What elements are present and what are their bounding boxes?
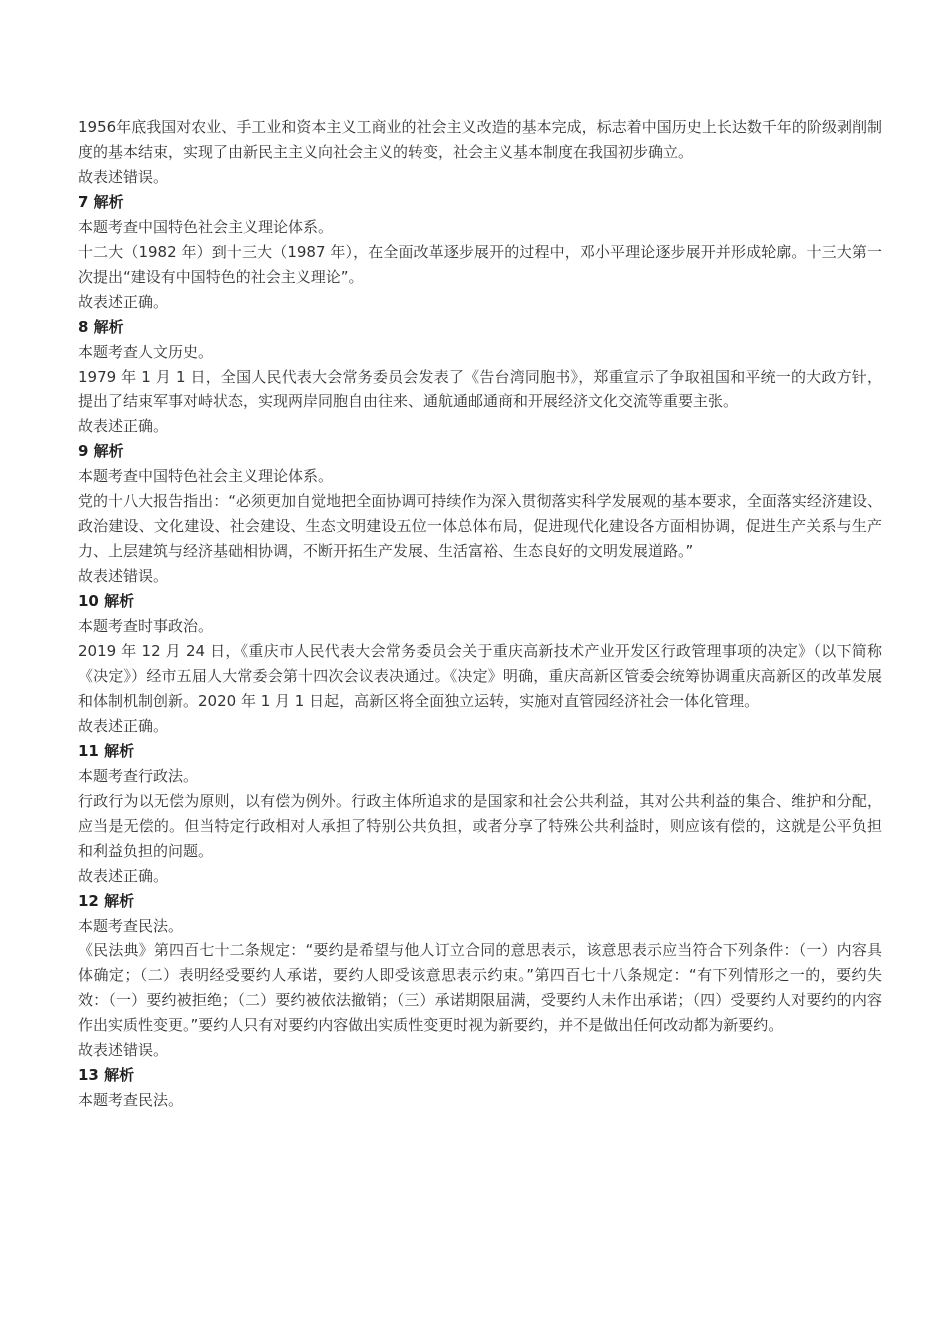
paragraph: 故表述错误。 bbox=[78, 167, 169, 186]
paragraph: 本题考查民法。 bbox=[78, 916, 184, 935]
answer-heading: 11 解析 bbox=[78, 741, 135, 760]
paragraph: 行政行为以无偿为原则，以有偿为例外。行政主体所追求的是国家和社会公共利益，其对公共利益的集合、维护和分配，应当是无偿的。但当特定行政相对人承担了特别公共负担，或者分享了特殊公共利益时，则应该有偿的，这就是公平负担和利益负担的问题。 bbox=[78, 791, 882, 860]
answer-heading: 8 解析 bbox=[78, 317, 124, 336]
paragraph: 故表述正确。 bbox=[78, 292, 169, 311]
paragraph: 故表述正确。 bbox=[78, 417, 169, 436]
paragraph: 十二大（1982 年）到十三大（1987 年），在全面改革逐步展开的过程中，邓小平理论逐步展开并形成轮廓。十三大第一次提出“建设有中国特色的社会主义理论”。 bbox=[78, 242, 882, 286]
paragraph: 本题考查时事政治。 bbox=[78, 617, 214, 636]
paragraph: 故表述错误。 bbox=[78, 1041, 169, 1060]
paragraph: 《民法典》第四百七十二条规定：“要约是希望与他人订立合同的意思表示，该意思表示应当符合下列条件：（一）内容具体确定；（二）表明经受要约人承诺，要约人即受该意思表示约束。”第四百七十八条规定：“有下列情形之一的，要约失效：（一）要约被拒绝；（二）要约被依法撤销；（三）承诺期限届满，受要约人未作出承诺；（四）受要约人对要约的内容作出实质性变更。”要约人只有对要约内容做出实质性变更时视为新要约，并不是做出任何改动都为新要约。 bbox=[78, 941, 882, 1035]
paragraph: 故表述正确。 bbox=[78, 866, 169, 885]
paragraph: 本题考查行政法。 bbox=[78, 766, 199, 785]
answer-heading: 7 解析 bbox=[78, 192, 124, 211]
paragraph: 本题考查中国特色社会主义理论体系。 bbox=[78, 467, 334, 486]
paragraph: 本题考查中国特色社会主义理论体系。 bbox=[78, 217, 334, 236]
document-body bbox=[78, 115, 882, 1113]
paragraph: 本题考查民法。 bbox=[78, 1091, 184, 1110]
paragraph: 1956年底我国对农业、手工业和资本主义工商业的社会主义改造的基本完成，标志着中国历史上长达数千年的阶级剥削制度的基本结束，实现了由新民主主义向社会主义的转变，社会主义基本制度在我国初步确立。 bbox=[78, 118, 882, 161]
paragraph: 1979 年 1 月 1 日，全国人民代表大会常务委员会发表了《告台湾同胞书》，郑重宣示了争取祖国和平统一的大政方针，提出了结束军事对峙状态，实现两岸同胞自由往来、通航通邮通商和开展经济文化交流等重要主张。 bbox=[78, 367, 882, 411]
answer-heading: 12 解析 bbox=[78, 891, 135, 910]
paragraph: 党的十八大报告指出：“必须更加自觉地把全面协调可持续作为深入贯彻落实科学发展观的基本要求，全面落实经济建设、政治建设、文化建设、社会建设、生态文明建设五位一体总体布局，促进现代化建设各方面相协调，促进生产关系与生产力、上层建筑与经济基础相协调，不断开拓生产发展、生活富裕、生态良好的文明发展道路。” bbox=[78, 492, 882, 561]
paragraph: 2019 年 12 月 24 日，《重庆市人民代表大会常务委员会关于重庆高新技术产业开发区行政管理事项的决定》（以下简称《决定》）经市五届人大常委会第十四次会议表决通过。《决定》明确，重庆高新区管委会统筹协调重庆高新区的改革发展和体制机制创新。2020 年 1 月 1 日起，高新区将全面独立运转，实施对直管园经济社会一体化管理。 bbox=[78, 642, 882, 710]
paragraph: 故表述正确。 bbox=[78, 716, 169, 735]
answer-heading: 10 解析 bbox=[78, 592, 135, 611]
answer-heading: 9 解析 bbox=[78, 442, 124, 461]
answer-heading: 13 解析 bbox=[78, 1066, 135, 1085]
paragraph: 故表述错误。 bbox=[78, 567, 169, 586]
paragraph: 本题考查人文历史。 bbox=[78, 342, 214, 361]
